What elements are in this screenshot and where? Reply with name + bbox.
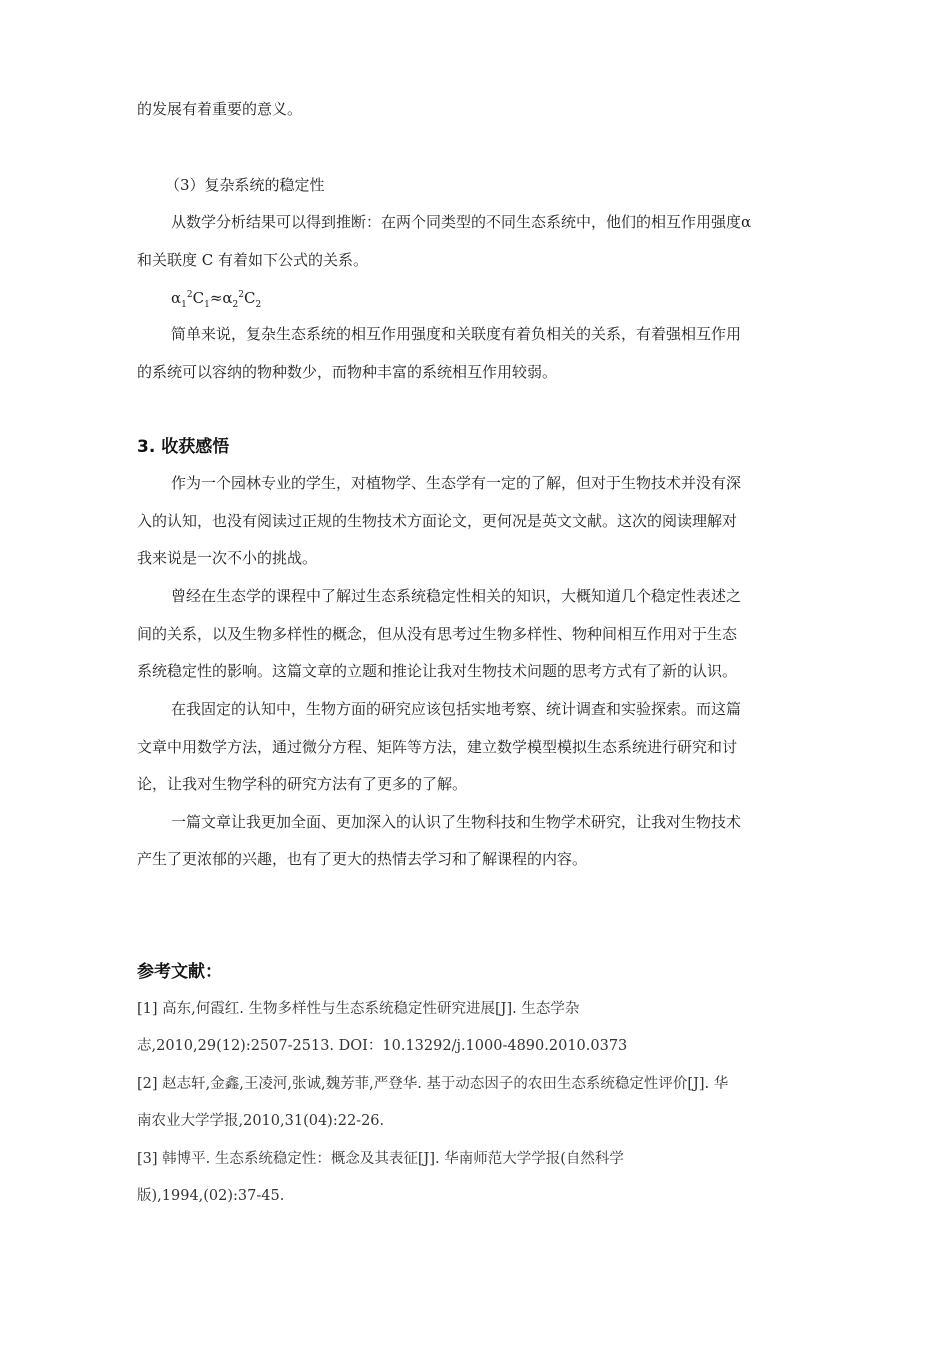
reference-line: [2] 赵志轩,金鑫,王凌河,张诚,魏芳菲,严登华. 基于动态因子的农田生态系统稳定性评价[J]. 华 xyxy=(137,1076,729,1092)
paragraph-line: 和关联度 C 有着如下公式的关系。 xyxy=(137,251,369,269)
reference-line: [1] 高东,何霞红. 生物多样性与生态系统稳定性研究进展[J]. 生态学杂 xyxy=(137,1001,580,1017)
subsection-heading: （3）复杂系统的稳定性 xyxy=(165,176,325,194)
paragraph-line: 简单来说，复杂生态系统的相互作用强度和关联度有着负相关的关系，有着强相互作用 xyxy=(171,325,742,343)
formula: $\alpha_1^2C_1\approx\alpha_2^2C_2$ xyxy=(171,289,262,310)
section-heading: 3. 收获感悟 xyxy=(137,437,230,457)
paragraph-line: 的系统可以容纳的物种数少，而物种丰富的系统相互作用较弱。 xyxy=(137,363,558,381)
paragraph-line: 我来说是一次不小的挑战。 xyxy=(137,549,318,567)
paragraph-line: 从数学分析结果可以得到推断：在两个同类型的不同生态系统中，他们的相互作用强度α xyxy=(171,213,752,231)
paragraph-line: 间的关系，以及生物多样性的概念，但从没有思考过生物多样性、物种间相互作用对于生态 xyxy=(137,625,738,643)
reference-line: [3] 韩博平. 生态系统稳定性：概念及其表征[J]. 华南师范大学学报(自然科学 xyxy=(137,1151,624,1167)
paragraph-line: 产生了更浓郁的兴趣，也有了更大的热情去学习和了解课程的内容。 xyxy=(137,850,588,868)
paragraph-line: 作为一个园林专业的学生，对植物学、生态学有一定的了解，但对于生物技术并没有深 xyxy=(171,474,742,492)
continuation-line: 的发展有着重要的意义。 xyxy=(137,100,303,118)
paragraph-line: 曾经在生态学的课程中了解过生态系统稳定性相关的知识，大概知道几个稳定性表述之 xyxy=(171,587,742,605)
paragraph-line: 系统稳定性的影响。这篇文章的立题和推论让我对生物技术问题的思考方式有了新的认识。 xyxy=(137,662,738,680)
reference-line: 南农业大学学报,2010,31(04):22-26. xyxy=(137,1113,385,1129)
paragraph-line: 在我固定的认知中，生物方面的研究应该包括实地考察、统计调查和实验探索。而这篇 xyxy=(171,700,742,718)
paragraph-line: 论，让我对生物学科的研究方法有了更多的了解。 xyxy=(137,775,468,793)
paragraph-line: 一篇文章让我更加全面、更加深入的认识了生物科技和生物学术研究，让我对生物技术 xyxy=(171,813,742,831)
paragraph-line: 文章中用数学方法，通过微分方程、矩阵等方法，建立数学模型模拟生态系统进行研究和讨 xyxy=(137,738,738,756)
paragraph-line: 入的认知，也没有阅读过正规的生物技术方面论文，更何况是英文文献。这次的阅读理解对 xyxy=(137,512,738,530)
reference-line: 志,2010,29(12):2507-2513. DOI：10.13292/j.1000-4890.2010.0373 xyxy=(137,1038,628,1054)
references-heading: 参考文献： xyxy=(137,962,222,982)
reference-line: 版),1994,(02):37-45. xyxy=(137,1188,285,1204)
